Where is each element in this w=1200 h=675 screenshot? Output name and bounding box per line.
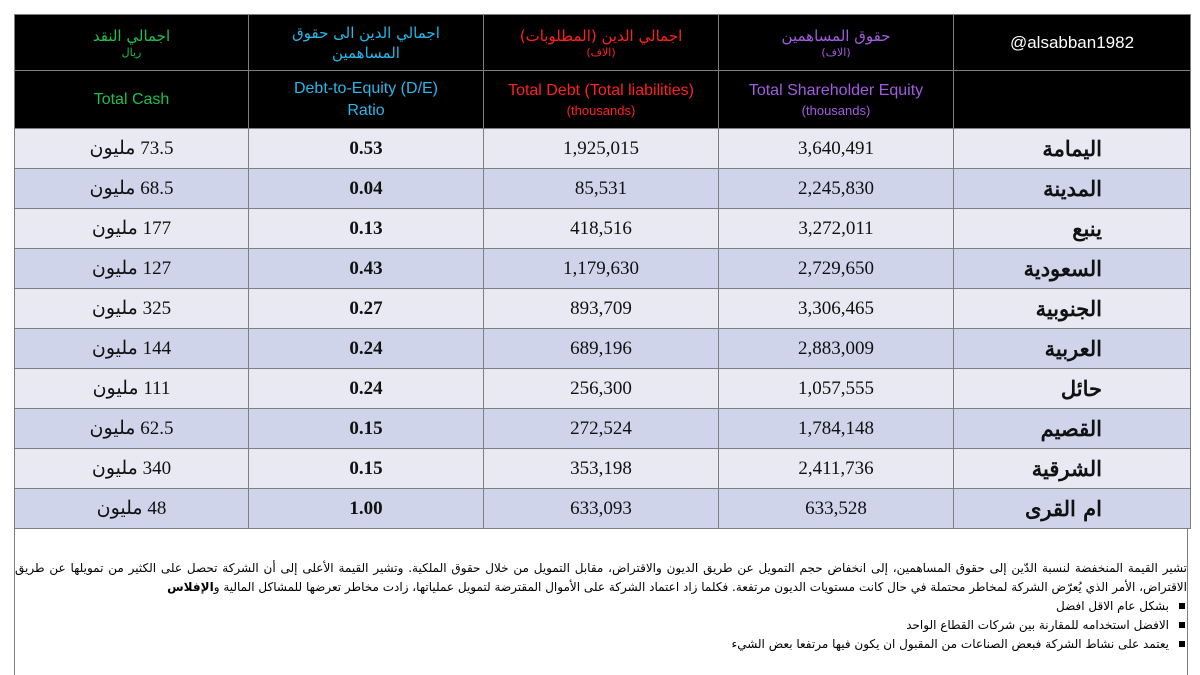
header-equity-en <box>719 71 954 129</box>
table-row <box>15 249 1191 289</box>
debt-cell: 689,196 <box>484 329 719 369</box>
bullet-text: يعتمد على نشاط الشركة فبعض الصناعات من المقبول ان يكون فيها مرتفعا بعض الشيء <box>731 637 1169 651</box>
ratio-cell: 0.15 <box>249 409 484 449</box>
debt-title-ar: اجمالي الدين (المطلوبات) <box>519 26 683 45</box>
equity-cell: 1,057,555 <box>719 369 954 409</box>
header-cash-en <box>15 71 249 129</box>
ratio-cell: 0.24 <box>249 369 484 409</box>
equity-cell: 1,784,148 <box>719 409 954 449</box>
company-cell: العربية <box>954 329 1191 369</box>
cash-unit-ar: ريال <box>121 45 142 59</box>
header-debt-ar <box>484 15 719 71</box>
debt-cell: 353,198 <box>484 449 719 489</box>
cash-title-en: Total Cash <box>93 90 170 108</box>
ratio-cell: 0.43 <box>249 249 484 289</box>
notes-list <box>15 597 1187 654</box>
header-blank <box>954 71 1191 129</box>
notes-paragraph-text: تشير القيمة المنخفضة لنسبة الدّين إلى حقوق المساهمين، إلى انخفاض حجم التمويل عن طريق الديون والاقتراض، مقابل التمويل من خلال حقوق الملكية. وتشير القيمة الأعلى إلى أن الشركة تحصل على الكثير من تمويلها عن طريق الاقتراض، الأمر الذي يُعرّض الشركة لمخاطر محتملة في حال كانت مستويات الديون مرتفعة. فكلما زاد اعتماد الشركة على الأموال المقترضة لتمويل عملياتها، زادت مخاطر تعرضها للمشاكل المالية و <box>15 561 1187 594</box>
ratio-title-en-2: Ratio <box>347 101 385 119</box>
table-row <box>15 209 1191 249</box>
company-cell: اليمامة <box>954 129 1191 169</box>
ratio-cell: 1.00 <box>249 489 484 529</box>
debt-cell: 85,531 <box>484 169 719 209</box>
cash-cell: 144 مليون <box>15 329 249 369</box>
debt-cell: 272,524 <box>484 409 719 449</box>
table-row <box>15 289 1191 329</box>
company-cell: الجنوبية <box>954 289 1191 329</box>
equity-cell: 633,528 <box>719 489 954 529</box>
list-item <box>15 616 1169 635</box>
debt-cell: 1,179,630 <box>484 249 719 289</box>
debt-cell: 418,516 <box>484 209 719 249</box>
ratio-title-ar-1: اجمالي الدين الى حقوق <box>292 23 440 42</box>
equity-cell: 3,306,465 <box>719 289 954 329</box>
table-row <box>15 169 1191 209</box>
debt-equity-table <box>14 14 1191 529</box>
table-row <box>15 409 1191 449</box>
header-row-arabic <box>15 15 1191 71</box>
equity-unit-ar: (الاف) <box>821 45 851 59</box>
cash-cell: 73.5 مليون <box>15 129 249 169</box>
company-cell: ام القرى <box>954 489 1191 529</box>
cash-title-ar: اجمالي النقد <box>92 26 171 45</box>
debt-unit-ar: (الاف) <box>586 45 616 59</box>
bullet-icon <box>1179 603 1185 609</box>
ratio-cell: 0.27 <box>249 289 484 329</box>
bullet-text: بشكل عام الاقل افضل <box>1055 599 1169 613</box>
cash-cell: 325 مليون <box>15 289 249 329</box>
equity-cell: 2,411,736 <box>719 449 954 489</box>
ratio-title-en-1: Debt-to-Equity (D/E) <box>293 79 439 97</box>
list-item <box>15 635 1169 654</box>
equity-cell: 3,640,491 <box>719 129 954 169</box>
company-cell: المدينة <box>954 169 1191 209</box>
company-cell: القصيم <box>954 409 1191 449</box>
header-handle <box>954 15 1191 71</box>
equity-title-en: Total Shareholder Equity <box>748 81 924 99</box>
equity-title-ar: حقوق المساهمين <box>781 26 891 45</box>
notes-paragraph <box>15 559 1187 597</box>
header-debt-en <box>484 71 719 129</box>
bullet-icon <box>1179 622 1185 628</box>
cash-cell: 111 مليون <box>15 369 249 409</box>
ratio-cell: 0.13 <box>249 209 484 249</box>
table-row <box>15 329 1191 369</box>
header-cash-ar <box>15 15 249 71</box>
cash-cell: 62.5 مليون <box>15 409 249 449</box>
company-cell: حائل <box>954 369 1191 409</box>
comparison-sheet <box>14 14 1190 675</box>
cash-cell: 68.5 مليون <box>15 169 249 209</box>
cash-cell: 127 مليون <box>15 249 249 289</box>
header-row-english <box>15 71 1191 129</box>
table-row <box>15 489 1191 529</box>
company-cell: ينبع <box>954 209 1191 249</box>
equity-cell: 2,883,009 <box>719 329 954 369</box>
debt-cell: 893,709 <box>484 289 719 329</box>
author-handle: @alsabban1982 <box>1009 32 1135 52</box>
cash-cell: 340 مليون <box>15 449 249 489</box>
ratio-cell: 0.53 <box>249 129 484 169</box>
cash-cell: 48 مليون <box>15 489 249 529</box>
ratio-title-ar-2: المساهمين <box>332 43 400 62</box>
table-row <box>15 129 1191 169</box>
debt-cell: 1,925,015 <box>484 129 719 169</box>
notes-box <box>14 529 1188 675</box>
equity-unit-en: (thousands) <box>801 102 871 118</box>
ratio-cell: 0.04 <box>249 169 484 209</box>
table-row <box>15 369 1191 409</box>
header-ratio-ar <box>249 15 484 71</box>
equity-cell: 2,245,830 <box>719 169 954 209</box>
debt-title-en: Total Debt (Total liabilities) <box>508 81 694 99</box>
bullet-icon <box>1179 641 1185 647</box>
ratio-cell: 0.15 <box>249 449 484 489</box>
ratio-cell: 0.24 <box>249 329 484 369</box>
equity-cell: 3,272,011 <box>719 209 954 249</box>
company-cell: الشرقية <box>954 449 1191 489</box>
cash-cell: 177 مليون <box>15 209 249 249</box>
bullet-text: الافضل استخدامه للمقارنة بين شركات القطاع الواحد <box>906 618 1169 632</box>
table-row <box>15 449 1191 489</box>
notes-paragraph-bold: الإفلاس <box>167 580 214 594</box>
debt-cell: 256,300 <box>484 369 719 409</box>
debt-cell: 633,093 <box>484 489 719 529</box>
list-item <box>15 597 1169 616</box>
header-equity-ar <box>719 15 954 71</box>
company-cell: السعودية <box>954 249 1191 289</box>
equity-cell: 2,729,650 <box>719 249 954 289</box>
header-ratio-en <box>249 71 484 129</box>
debt-unit-en: (thousands) <box>566 102 636 118</box>
